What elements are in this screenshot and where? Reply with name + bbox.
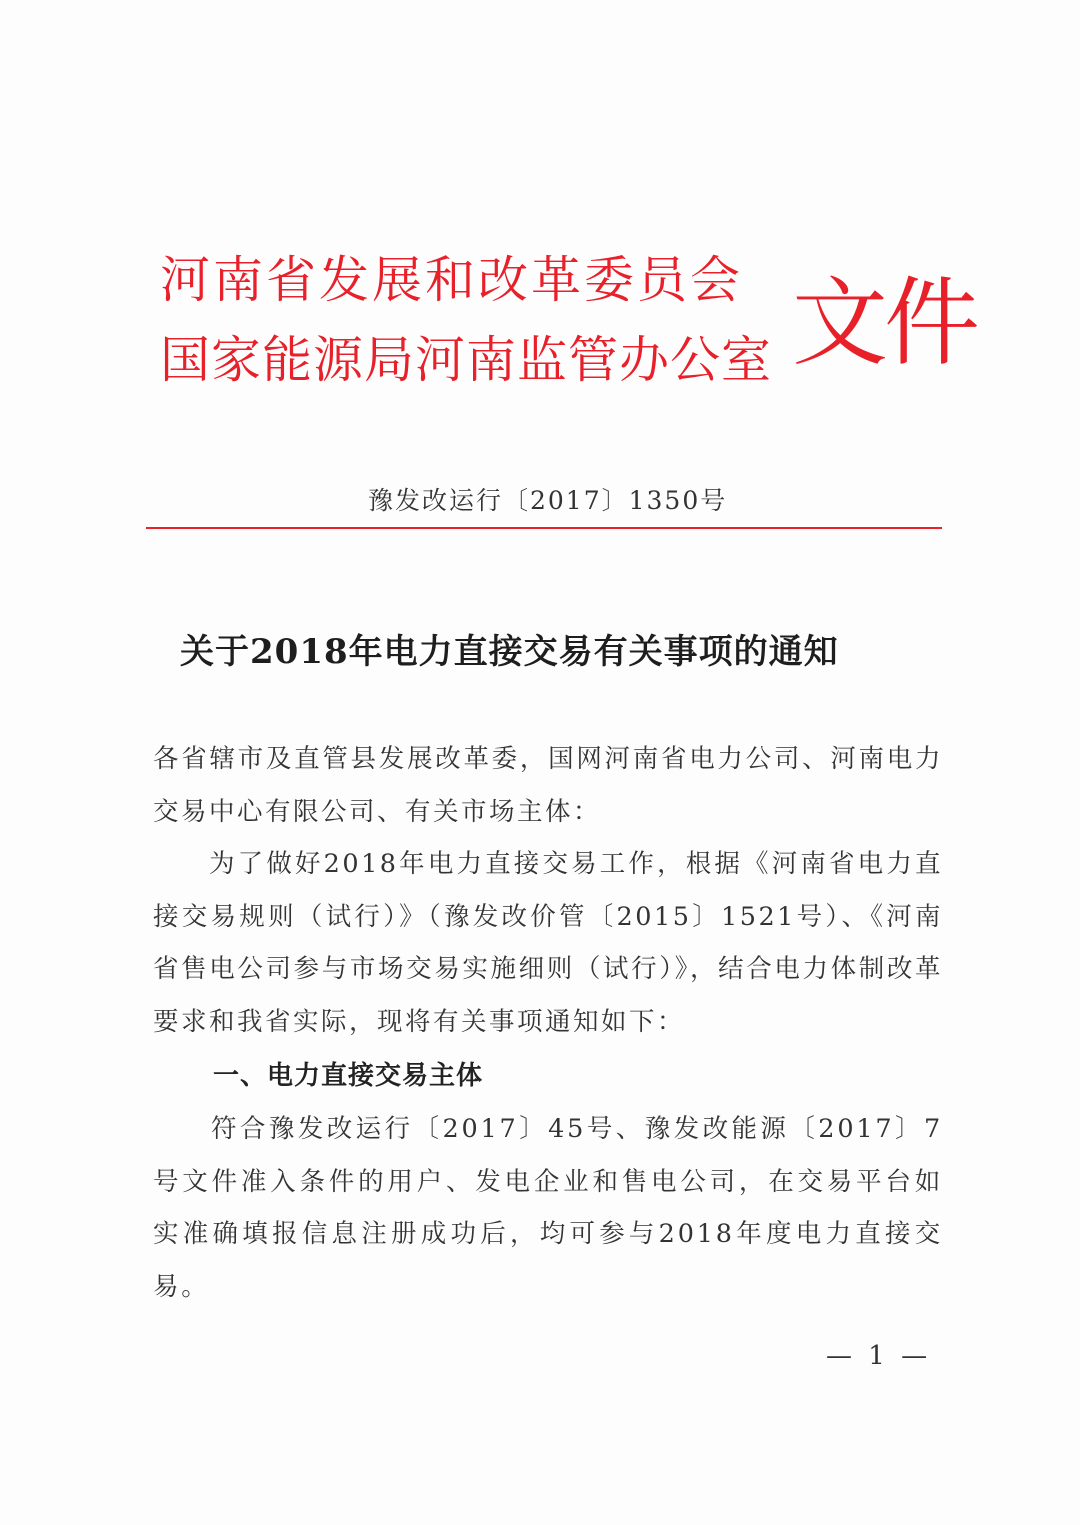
document-number: 豫发改运行〔2017〕1350号 — [368, 486, 728, 515]
paragraph-section-1: 符合豫发改运行〔2017〕45号、豫发改能源〔2017〕7号文件准入条件的用户、发电企业和售电公司，在交易平台如实准确填报信息注册成功后，均可参与2018年度电力直接交易。 — [153, 1114, 943, 1302]
red-header — [160, 248, 976, 398]
paragraph-intro: 为了做好2018年电力直接交易工作，根据《河南省电力直接交易规则（试行）》（豫发改价管〔2015〕1521号）、《河南省售电公司参与市场交易实施细则（试行）》，结合电力体制改革要求和我省实际，现将有关事项通知如下： — [153, 849, 943, 1037]
page-number: — 1 — — [826, 1341, 932, 1371]
addressee: 各省辖市及直管县发展改革委，国网河南省电力公司、河南电力交易中心有限公司、有关市场主体： — [153, 744, 943, 827]
issuing-org-1: 河南省发展和改革委员会 — [160, 251, 743, 309]
document-label: 文件 — [792, 267, 976, 379]
section-heading-1: 一、电力直接交易主体 — [213, 1061, 484, 1091]
document-title: 关于2018年电力直接交易有关事项的通知 — [180, 632, 839, 672]
issuing-org-2: 国家能源局河南监管办公室 — [160, 331, 772, 389]
red-divider — [146, 527, 942, 529]
